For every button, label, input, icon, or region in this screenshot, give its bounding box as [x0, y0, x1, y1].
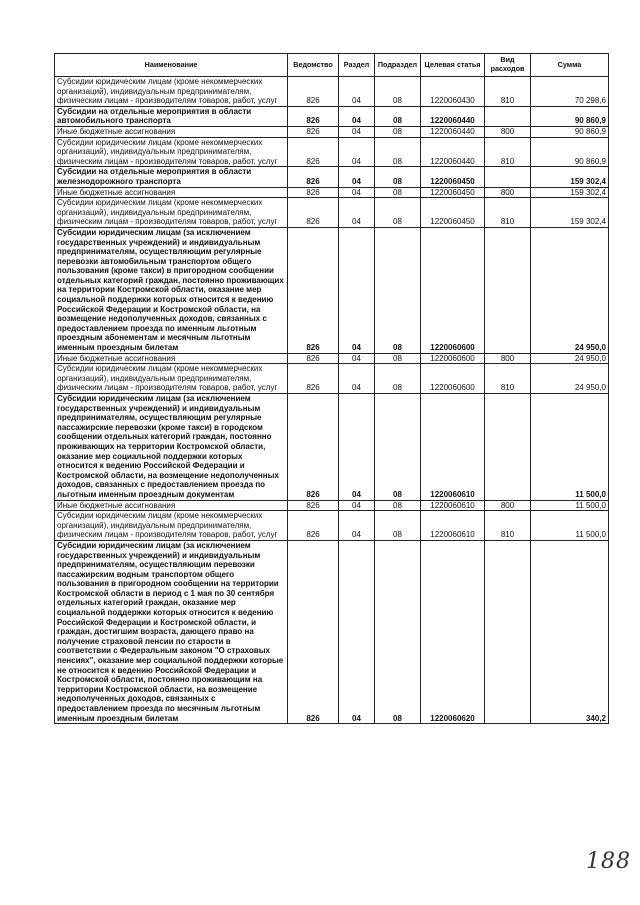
row-podrazdel: 08 — [375, 353, 421, 364]
table-row — [55, 126, 609, 137]
row-razdel: 04 — [339, 511, 375, 541]
row-podrazdel: 08 — [375, 500, 421, 511]
row-vedomstvo: 826 — [288, 364, 339, 394]
header-name: Наименование — [55, 54, 288, 77]
row-vid-raskhodov: 810 — [485, 77, 531, 107]
row-celevaya-statya: 1220060600 — [421, 227, 485, 353]
row-name: Субсидии на отдельные мероприятия в области железнодорожного транспорта — [55, 167, 288, 187]
row-vedomstvo: 826 — [288, 187, 339, 198]
table-row — [55, 227, 609, 353]
row-summa: 11 500,0 — [531, 394, 609, 501]
table-row — [55, 353, 609, 364]
row-vid-raskhodov: 810 — [485, 364, 531, 394]
table-row — [55, 77, 609, 107]
row-vid-raskhodov — [485, 106, 531, 126]
row-summa: 11 500,0 — [531, 511, 609, 541]
row-vedomstvo: 826 — [288, 394, 339, 501]
row-podrazdel: 08 — [375, 227, 421, 353]
row-name: Субсидии на отдельные мероприятия в области автомобильного транспорта — [55, 106, 288, 126]
row-vedomstvo: 826 — [288, 126, 339, 137]
row-razdel: 04 — [339, 137, 375, 167]
row-celevaya-statya: 1220060600 — [421, 353, 485, 364]
row-vid-raskhodov — [485, 394, 531, 501]
row-razdel: 04 — [339, 187, 375, 198]
row-vedomstvo: 826 — [288, 106, 339, 126]
row-summa: 159 302,4 — [531, 167, 609, 187]
table-row — [55, 511, 609, 541]
row-vedomstvo: 826 — [288, 540, 339, 723]
row-celevaya-statya: 1220060440 — [421, 126, 485, 137]
row-podrazdel: 08 — [375, 198, 421, 228]
header-row — [55, 54, 609, 77]
table-row — [55, 198, 609, 228]
row-name: Иные бюджетные ассигнования — [55, 500, 288, 511]
handwritten-page-number: 188 — [586, 849, 631, 874]
row-name: Субсидии юридическим лицам (за исключением государственных учреждений) и индивидуальным предпринимателям, осуществляющим регулярные пассажирские перевозки (кроме такси) в городском сообщении отдельных категорий граждан, постоянно проживающих на территории Костромской области, оказание мер социальной поддержки которых относится к ведению Российской Федерации и Костромской области, на возмещение недополученных доходов, связанных с предоставлением проезда по льготным именным проездным документам — [55, 394, 288, 501]
row-summa: 24 950,0 — [531, 227, 609, 353]
row-podrazdel: 08 — [375, 511, 421, 541]
row-name: Субсидии юридическим лицам (кроме некоммерческих организаций), индивидуальным предпринимателям, физическим лицам - производителям товаров, работ, услуг — [55, 364, 288, 394]
row-name: Субсидии юридическим лицам (кроме некоммерческих организаций), индивидуальным предпринимателям, физическим лицам - производителям товаров, работ, услуг — [55, 137, 288, 167]
row-celevaya-statya: 1220060610 — [421, 394, 485, 501]
row-celevaya-statya: 1220060610 — [421, 511, 485, 541]
table-row — [55, 394, 609, 501]
row-summa: 24 950,0 — [531, 364, 609, 394]
row-vid-raskhodov: 810 — [485, 511, 531, 541]
table-row — [55, 187, 609, 198]
row-podrazdel: 08 — [375, 126, 421, 137]
header-razdel: Раздел — [339, 54, 375, 77]
row-name: Субсидии юридическим лицам (за исключением государственных учреждений) и индивидуальным предпринимателям, осуществляющим регулярные перевозки автомобильным транспортом общего пользования (кроме такси) в пригородном сообщении отдельных категорий граждан, постоянно проживающих на территории Костромской области, оказание мер социальной поддержки которых относится к ведению Российской Федерации и Костромской области, на возмещение недополученных доходов, связанных с предоставлением проезда по именным льготным проездным абонементам и месячным льготным именным проездным билетам — [55, 227, 288, 353]
row-vid-raskhodov: 800 — [485, 126, 531, 137]
row-podrazdel: 08 — [375, 394, 421, 501]
header-podrazdel: Подраздел — [375, 54, 421, 77]
table-row — [55, 364, 609, 394]
row-name: Субсидии юридическим лицам (кроме некоммерческих организаций), индивидуальным предпринимателям, физическим лицам - производителям товаров, работ, услуг — [55, 198, 288, 228]
row-podrazdel: 08 — [375, 187, 421, 198]
row-podrazdel: 08 — [375, 106, 421, 126]
row-razdel: 04 — [339, 106, 375, 126]
row-podrazdel: 08 — [375, 364, 421, 394]
row-vedomstvo: 826 — [288, 167, 339, 187]
row-summa: 90 860,9 — [531, 137, 609, 167]
row-name: Иные бюджетные ассигнования — [55, 126, 288, 137]
row-celevaya-statya: 1220060430 — [421, 77, 485, 107]
row-vedomstvo: 826 — [288, 353, 339, 364]
row-summa: 340,2 — [531, 540, 609, 723]
row-celevaya-statya: 1220060440 — [421, 137, 485, 167]
row-razdel: 04 — [339, 353, 375, 364]
row-vid-raskhodov — [485, 167, 531, 187]
table-row — [55, 540, 609, 723]
row-vid-raskhodov: 800 — [485, 353, 531, 364]
row-summa: 24 950,0 — [531, 353, 609, 364]
row-vedomstvo: 826 — [288, 500, 339, 511]
row-razdel: 04 — [339, 227, 375, 353]
table-row — [55, 167, 609, 187]
row-name: Иные бюджетные ассигнования — [55, 187, 288, 198]
row-razdel: 04 — [339, 198, 375, 228]
row-razdel: 04 — [339, 540, 375, 723]
row-razdel: 04 — [339, 500, 375, 511]
header-celevaya-statya: Целевая статья — [421, 54, 485, 77]
table-row — [55, 106, 609, 126]
header-vid-raskhodov: Вид расходов — [485, 54, 531, 77]
row-summa: 70 298,6 — [531, 77, 609, 107]
table-row — [55, 137, 609, 167]
row-vid-raskhodov: 800 — [485, 500, 531, 511]
row-name: Субсидии юридическим лицам (за исключением государственных учреждений) и индивидуальным предпринимателям, осуществляющим перевозки пассажирским водным транспортом общего пользования в пригородном сообщении на территории Костромской области в период с 1 мая по 30 сентября отдельных категорий граждан, оказание мер социальной поддержки которых относится к ведению Российской Федерации и Костромской области, и граждан, достигшим возраста, дающего право на получение страховой пенсии по старости в соответствии с Федеральным законом "О страховых пенсиях", оказание мер социальной поддержки которые не относится к ведению Российской Федерации и Костромской области, постоянно проживающим на территории Костромской области, на возмещение недополученных доходов, связанных с предоставлением проезда по месячным льготным именным проездным билетам — [55, 540, 288, 723]
header-vedomstvo: Ведомство — [288, 54, 339, 77]
row-celevaya-statya: 1220060440 — [421, 106, 485, 126]
row-summa: 159 302,4 — [531, 198, 609, 228]
row-razdel: 04 — [339, 77, 375, 107]
row-summa: 159 302,4 — [531, 187, 609, 198]
row-podrazdel: 08 — [375, 540, 421, 723]
row-podrazdel: 08 — [375, 167, 421, 187]
row-vid-raskhodov: 810 — [485, 137, 531, 167]
row-name: Иные бюджетные ассигнования — [55, 353, 288, 364]
row-vid-raskhodov — [485, 227, 531, 353]
row-vedomstvo: 826 — [288, 137, 339, 167]
row-razdel: 04 — [339, 126, 375, 137]
row-summa: 90 860,9 — [531, 106, 609, 126]
row-podrazdel: 08 — [375, 137, 421, 167]
row-summa: 90 860,9 — [531, 126, 609, 137]
row-celevaya-statya: 1220060450 — [421, 198, 485, 228]
row-razdel: 04 — [339, 364, 375, 394]
row-celevaya-statya: 1220060450 — [421, 187, 485, 198]
row-name: Субсидии юридическим лицам (кроме некоммерческих организаций), индивидуальным предпринимателям, физическим лицам - производителям товаров, работ, услуг — [55, 511, 288, 541]
row-vedomstvo: 826 — [288, 198, 339, 228]
header-summa: Сумма — [531, 54, 609, 77]
row-vedomstvo: 826 — [288, 227, 339, 353]
row-celevaya-statya: 1220060610 — [421, 500, 485, 511]
budget-table — [54, 53, 609, 724]
row-vid-raskhodov: 800 — [485, 187, 531, 198]
row-razdel: 04 — [339, 394, 375, 501]
row-podrazdel: 08 — [375, 77, 421, 107]
row-name: Субсидии юридическим лицам (кроме некоммерческих организаций), индивидуальным предпринимателям, физическим лицам - производителям товаров, работ, услуг — [55, 77, 288, 107]
row-vedomstvo: 826 — [288, 77, 339, 107]
row-celevaya-statya: 1220060600 — [421, 364, 485, 394]
row-vid-raskhodov — [485, 540, 531, 723]
row-celevaya-statya: 1220060450 — [421, 167, 485, 187]
table-body — [55, 77, 609, 724]
row-vedomstvo: 826 — [288, 511, 339, 541]
table-row — [55, 500, 609, 511]
row-summa: 11 500,0 — [531, 500, 609, 511]
budget-sheet — [54, 53, 608, 724]
row-vid-raskhodov: 810 — [485, 198, 531, 228]
row-celevaya-statya: 1220060620 — [421, 540, 485, 723]
row-razdel: 04 — [339, 167, 375, 187]
